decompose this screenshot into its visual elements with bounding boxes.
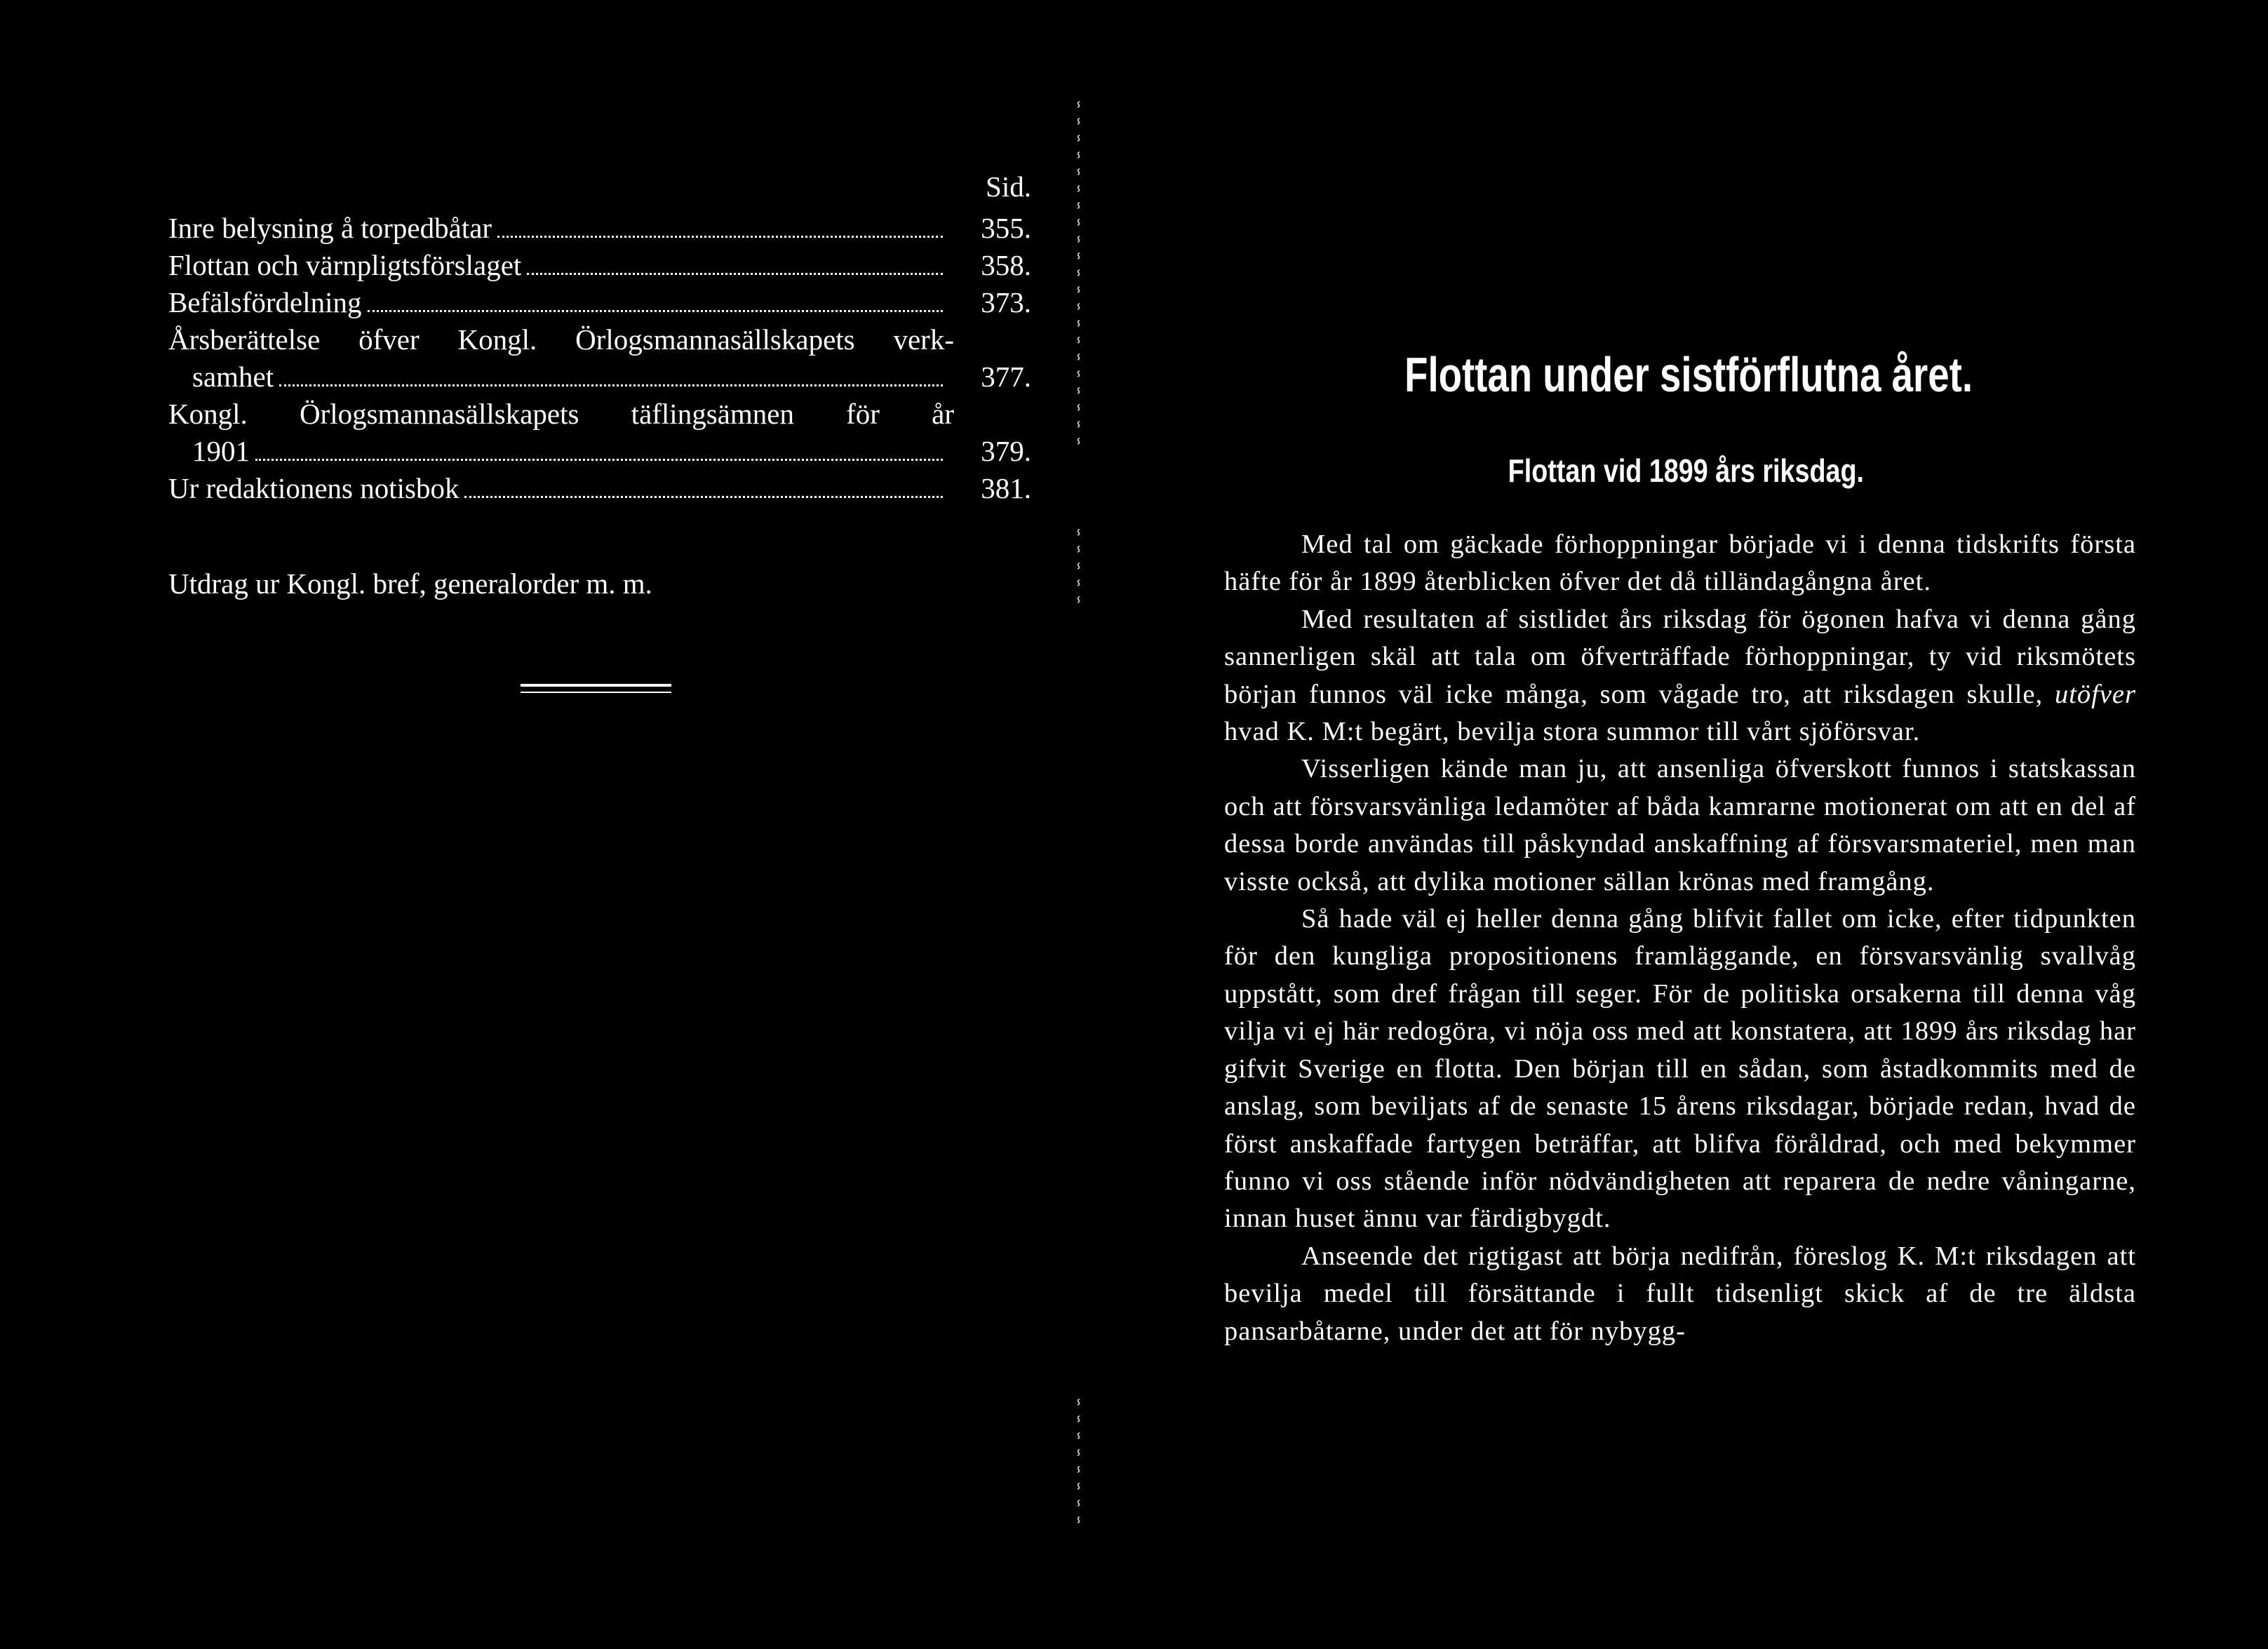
binding-edge-marks: ⸯ ⸯ ⸯ ⸯ ⸯ [1073,531,1085,619]
article-body [1224,526,2136,1350]
toc-entry-title: Flottan och värnpligtsförslaget [168,249,522,281]
toc-entry-page: 377. [981,361,1031,393]
toc-entry-page: 379. [981,435,1031,467]
toc-leader-dots [255,459,943,461]
toc-leader-dots [368,310,943,312]
toc-entry [168,210,1031,247]
toc-entry-page: 373. [981,286,1031,318]
paragraph: Så hade väl ej heller denna gång blifvit fallet om icke, efter tidpunkten för den kungliga propositionens framläggande, en försvarsvänlig svallvåg uppstått, som dref frågan till seger. För de politiska orsakerna till denna våg vilja vi ej här redogöra, vi nöja oss med att konstatera, att 1899 års riksdag har gifvit Sverige en flotta. Den början till en sådan, som åstadkommits med de anslag, som beviljats af de senaste 15 årens riksdagar, började redan, hvad de först anskaffade fartygen beträffar, att blifva föråldrad, och med bekymmer funno vi oss stående inför nödvändigheten att reparera de nedre våningarne, innan huset ännu var färdigbygdt. [1224,904,2136,1234]
right-page [1080,0,2268,1649]
toc-entry [168,284,1031,321]
toc-entry-title: samhet [192,361,274,393]
paragraph [1224,601,2136,751]
article-title: Flottan under sistförflutna året. [1404,347,1973,402]
paragraph: Visserligen kände man ju, att ansenliga öfverskott funnos i statskassan och att försvarsvänliga ledamöter af båda kamrarne motionerat om att en del af dessa borde användas till påskyndad anskaffning af försvarsmateriel, men man visste också, att dylika motioner sällan krönas med framgång. [1224,754,2136,896]
toc-page-header: Sid. [986,170,1031,203]
toc-leader-dots [464,496,943,498]
paragraph-text: Med resultaten af sistlidet års riksdag för ögonen hafva vi denna gång sannerligen skäl att tala om öfverträffade förhoppningar, ty vid riksmötets början funnos väl icke många, som vågade tro, att riksdagen skulle, [1224,604,2136,709]
left-page [0,0,1080,1649]
toc-leader-dots [497,236,943,238]
paragraph: Anseende det rigtigast att börja nedifrån, föreslog K. M:t riksdagen att bevilja medel till försättande i fullt tidsenligt skick af de tre äldsta pansarbåtarne, under det att för nybygg- [1224,1241,2136,1346]
binding-edge-marks: ⸯ ⸯ ⸯ ⸯ ⸯ ⸯ ⸯ ⸯ [1073,1401,1085,1539]
toc-leader-dots [527,273,943,275]
table-of-contents [168,168,1031,507]
paragraph-text: hvad K. M:t begärt, bevilja stora summor till vårt sjöförsvar. [1224,717,1921,747]
paragraph: Med tal om gäckade förhoppningar började vi i denna tidskrifts första häfte för år 1899 återblicken öfver det då tilländagångna året. [1224,530,2136,597]
section-title: Utdrag ur Kongl. bref, generalorder m. m. [168,567,652,600]
toc-entry-title-line1: Kongl. Örlogsmannasällskapets täflingsämnen för år [168,398,954,430]
toc-entry-page: 358. [981,249,1031,281]
divider-rule [521,684,671,687]
toc-entry-title: Befälsfördelning [168,286,362,318]
italic-word: utöfver [2054,679,2136,709]
toc-entry [168,321,1031,396]
toc-entry-title-line1: Årsberättelse öfver Kongl. Örlogsmannasällskapets verk- [168,323,954,356]
toc-entry-page: 381. [981,472,1031,504]
toc-entry-page: 355. [981,212,1031,244]
toc-entry-title: Inre belysning å torpedbåtar [168,212,492,244]
article-subtitle: Flottan vid 1899 års riksdag. [1508,452,1864,489]
divider-rule [521,692,671,693]
toc-entry-title: Ur redaktionens notisbok [168,472,459,504]
toc-entry [168,470,1031,507]
toc-leader-dots [279,384,943,386]
toc-entry [168,396,1031,470]
toc-entry-title: 1901 [192,435,250,467]
binding-edge-marks: ⸯ ⸯ ⸯ ⸯ ⸯ ⸯ ⸯ ⸯ ⸯ ⸯ ⸯ ⸯ ⸯ ⸯ ⸯ ⸯ ⸯ ⸯ ⸯ ⸯ ⸯ [1073,103,1085,460]
toc-entry [168,247,1031,284]
